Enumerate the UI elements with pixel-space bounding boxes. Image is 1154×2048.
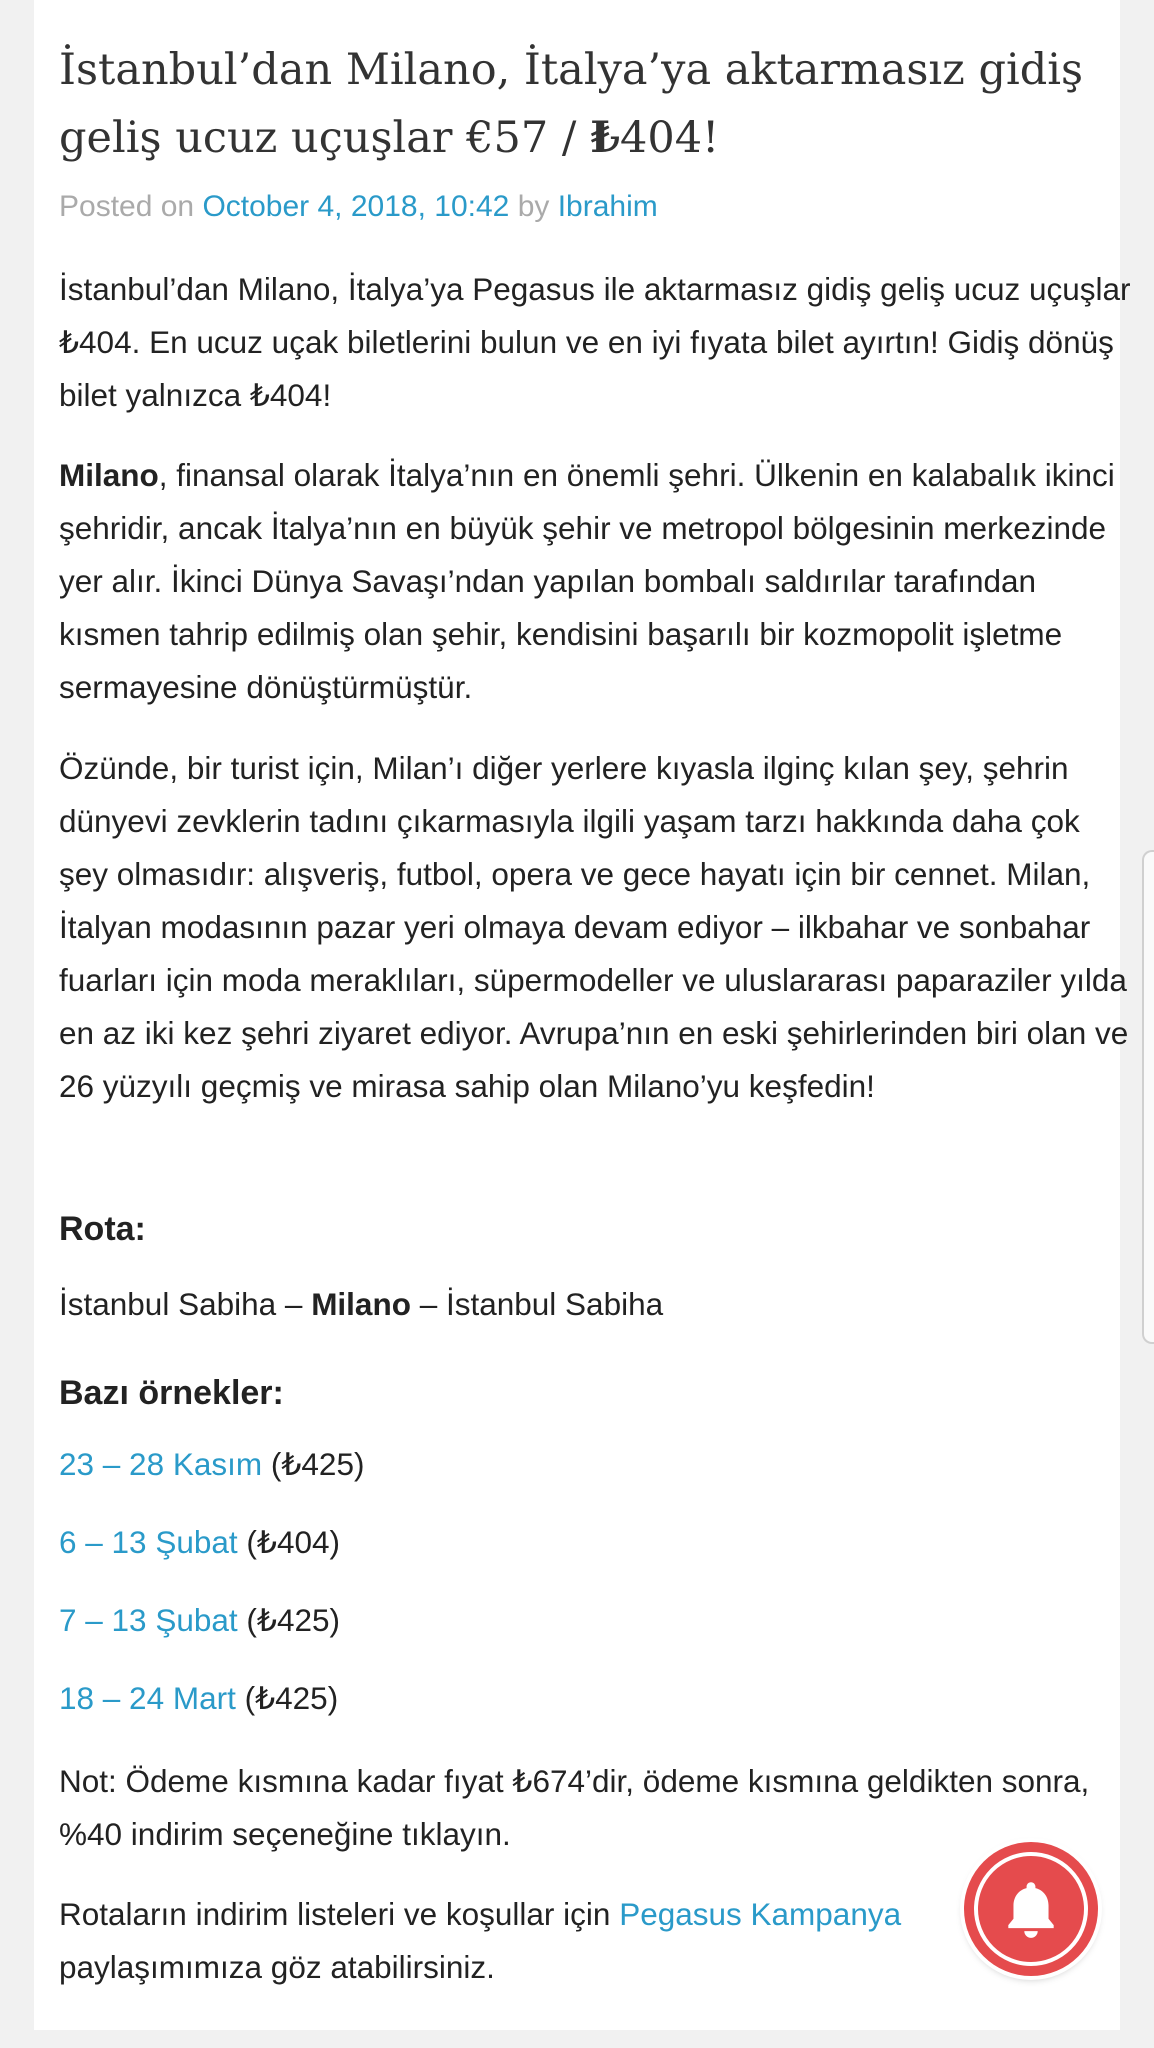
bell-icon (998, 1876, 1064, 1942)
example-item (59, 1602, 340, 1639)
about-bold-city: Milano (59, 457, 159, 493)
scroll-edge-indicator[interactable] (1142, 850, 1154, 1344)
by-label: by (517, 190, 550, 223)
example-dates-link[interactable]: 6 – 13 Şubat (59, 1524, 238, 1560)
about-paragraph (59, 449, 1134, 714)
note-paragraph: Not: Ödeme kısmına kadar fıyat ₺674’dir, ödeme kısmına geldikten sonra, %40 indirim seçeneğine tıklayın. (59, 1763, 1090, 1852)
example-item (59, 1680, 338, 1717)
example-price: (₺425) (262, 1446, 365, 1482)
author-link[interactable]: Ibrahim (557, 190, 658, 223)
notification-bell-ring (974, 1852, 1088, 1966)
route-heading: Rota: (59, 1210, 146, 1248)
footer-text-end: paylaşımımıza göz atabilirsiniz. (59, 1949, 495, 1985)
footer-paragraph (59, 1888, 959, 1994)
example-dates-link[interactable]: 7 – 13 Şubat (59, 1602, 238, 1638)
examples-heading: Bazı örnekler: (59, 1374, 284, 1412)
route-bold-city: Milano (311, 1286, 411, 1322)
about-text: , finansal olarak İtalya’nın en önemli şehri. Ülkenin en kalabalık ikinci şehridir, ancak İtalya’nın en büyük şehir ve metropol bölgesinin merkezinde yer alır. İkinci Dünya Savaşı’ndan yapılan bombalı saldırılar tarafından kısmen tahrip edilmiş olan şehir, kendisini başarılı bir kozmopolit işletme sermayesine dönüştürmüştür. (59, 457, 1115, 705)
route-start: İstanbul Sabiha – (59, 1286, 312, 1322)
post-date-link[interactable]: October 4, 2018, 10:42 (202, 190, 510, 223)
example-item (59, 1524, 340, 1561)
intro-paragraph: İstanbul’dan Milano, İtalya’ya Pegasus ile aktarmasız gidiş geliş ucuz uçuşlar ₺404. En ucuz uçak biletlerini bulun ve en iyi fıyata bilet ayırtın! Gidiş dönüş bilet yalnızca ₺404! (59, 271, 1131, 413)
article-page (34, 0, 1131, 2030)
footer-text: Rotaların indirim listeleri ve koşullar için (59, 1896, 620, 1932)
example-dates-link[interactable]: 18 – 24 Mart (59, 1680, 236, 1716)
example-dates-link[interactable]: 23 – 28 Kasım (59, 1446, 263, 1482)
example-price: (₺404) (237, 1524, 340, 1560)
posted-on-label: Posted on (59, 190, 195, 223)
route-paragraph (59, 1278, 1134, 1331)
post-title-lira: ₺ (590, 113, 620, 163)
notification-bell-button[interactable] (964, 1842, 1098, 1976)
post-title-tail: 404! (619, 113, 720, 163)
example-item (59, 1446, 364, 1483)
post-title (59, 36, 1119, 172)
example-price: (₺425) (237, 1602, 340, 1638)
pegasus-kampanya-link[interactable]: Pegasus Kampanya (619, 1896, 902, 1932)
route-end: – İstanbul Sabiha (410, 1286, 664, 1322)
post-title-text: İstanbul’dan Milano, İtalya’ya aktarmasız gidiş geliş ucuz uçuşlar €57 / (59, 45, 1084, 163)
example-price: (₺425) (235, 1680, 339, 1716)
essence-paragraph: Özünde, bir turist için, Milan’ı diğer yerlere kıyasla ilginç kılan şey, şehrin dünyevi zevklerin tadını çıkarmasıyla ilgili yaşam tarzı hakkında daha çok şey olmasıdır: alışveriş, futbol, opera ve gece hayatı için bir cennet. Milan, İtalyan modasının pazar yeri olmaya devam ediyor – ilkbahar ve sonbahar fuarları için moda meraklıları, süpermodeller ve uluslararası paparaziler yılda en az iki kez şehri ziyaret ediyor. Avrupa’nın en eski şehirlerinden biri olan ve 26 yüzyılı geçmiş ve mirasa sahip olan Milano’yu keşfedin! (59, 750, 1129, 1104)
post-meta (59, 190, 658, 224)
